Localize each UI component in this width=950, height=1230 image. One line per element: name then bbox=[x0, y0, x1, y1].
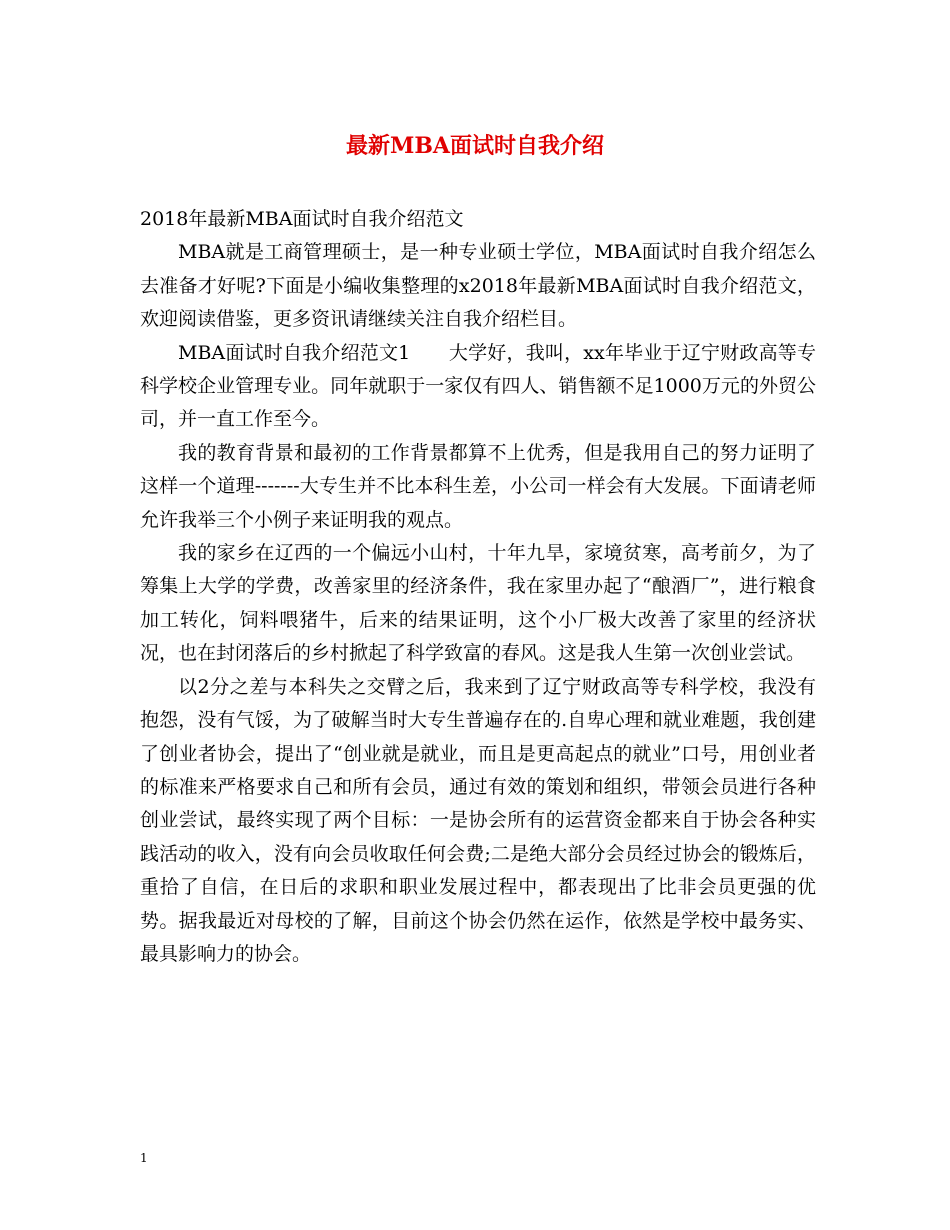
paragraph-intro: MBA就是工商管理硕士，是一种专业硕士学位，MBA面试时自我介绍怎么去准备才好呢?下面是小编收集整理的x2018年最新MBA面试时自我介绍范文，欢迎阅读借鉴，更多资讯请继续关注自我介绍栏目。 bbox=[140, 241, 816, 331]
paragraph-hometown: 我的家乡在辽西的一个偏远小山村，十年九旱，家境贫寒，高考前夕，为了筹集上大学的学费，改善家里的经济条件，我在家里办起了“酿酒厂”，进行粮食加工转化，饲料喂猪牛，后来的结果证明，这个小厂极大改善了家里的经济状况，也在封闭落后的乡村掀起了科学致富的春风。这是我人生第一次创业尝试。 bbox=[140, 542, 816, 665]
paragraph-sample-1: MBA面试时自我介绍范文1 大学好，我叫，xx年毕业于辽宁财政高等专科学校企业管理专业。同年就职于一家仅有四人、销售额不足1000万元的外贸公司，并一直工作至今。 bbox=[140, 341, 816, 431]
document-subtitle: 2018年最新MBA面试时自我介绍范文 bbox=[140, 208, 464, 230]
page-number: 1 bbox=[140, 1151, 148, 1165]
document-title: 最新MBA面试时自我介绍 bbox=[345, 133, 605, 159]
document-body bbox=[140, 203, 816, 971]
paragraph-background: 我的教育背景和最初的工作背景都算不上优秀，但是我用自己的努力证明了这样一个道理-------大专生并不比本科生差，小公司一样会有大发展。下面请老师允许我举三个小例子来证明我的观点。 bbox=[140, 441, 816, 531]
paragraph-college: 以2分之差与本科失之交臂之后，我来到了辽宁财政高等专科学校，我没有抱怨，没有气馁，为了破解当时大专生普遍存在的.自卑心理和就业难题，我创建了创业者协会，提出了“创业就是就业，而且是更高起点的就业”口号，用创业者的标准来严格要求自己和所有会员，通过有效的策划和组织，带领会员进行各种创业尝试，最终实现了两个目标：一是协会所有的运营资金都来自于协会各种实践活动的收入，没有向会员收取任何会费;二是绝大部分会员经过协会的锻炼后，重拾了自信，在日后的求职和职业发展过程中，都表现出了比非会员更强的优势。据我最近对母校的了解，目前这个协会仍然在运作，依然是学校中最务实、最具影响力的协会。 bbox=[140, 675, 816, 965]
